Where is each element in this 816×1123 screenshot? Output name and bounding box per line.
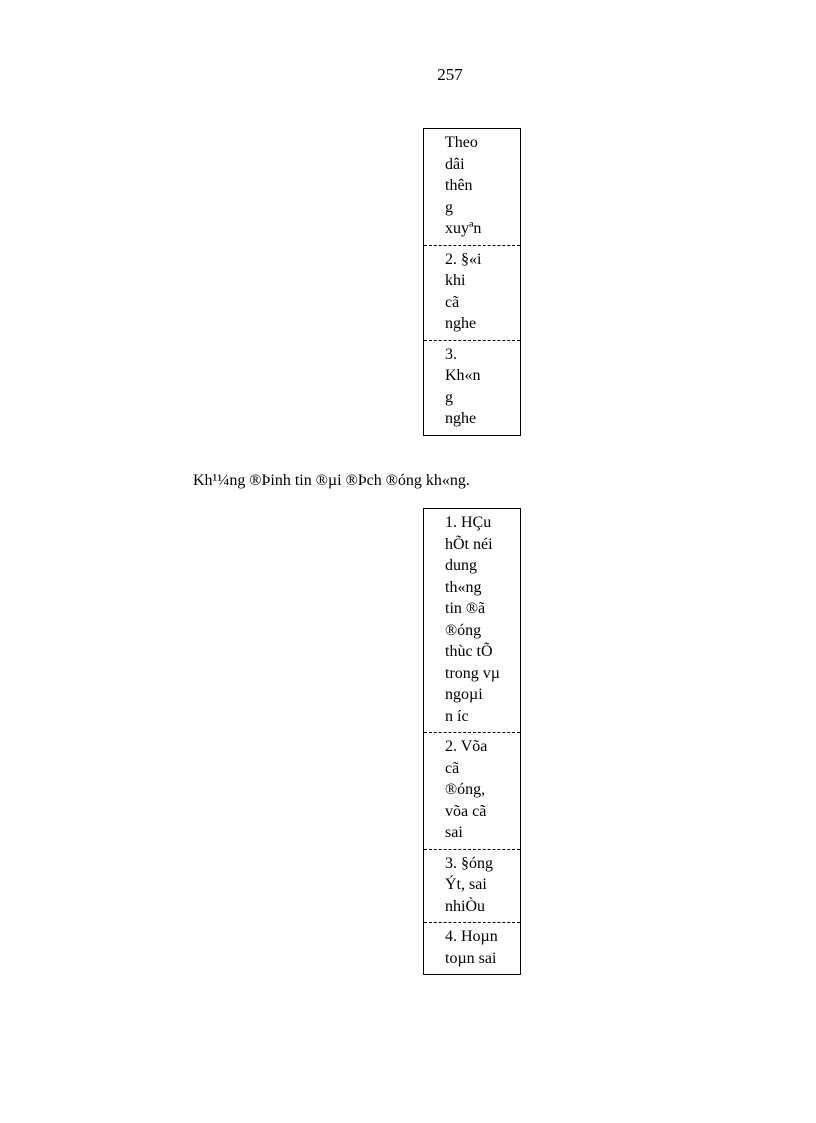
cell-line: 4. Hoµn [445,928,498,945]
page-number: 257 [437,65,463,84]
table-cell [424,732,520,849]
table-cell [424,849,520,923]
cell-line: hÕt néi [445,535,493,553]
cell-line: thùc tÕ [445,643,493,660]
cell-line: ®óng, [445,781,486,798]
cell-line: nghe [445,410,477,427]
cell-line: dung [445,557,477,574]
response-table-2 [423,508,521,975]
cell-line: Theo [445,134,478,151]
cell-line: nghe [445,315,477,332]
cell-line: ngoµi [445,686,483,703]
cell-line: cã [445,293,460,311]
table-cell [424,509,520,732]
cell-line: tin ®ã [445,600,486,617]
cell-line: Kh«n [445,367,481,384]
cell-line: th«ng [445,578,482,596]
cell-line: 1. HÇu [445,514,492,531]
table-cell [424,129,520,245]
cell-line: dâi [445,155,465,173]
cell-line: võa cã [445,802,487,820]
cell-line: 3. §óng [445,854,493,872]
cell-line: sai [445,824,463,841]
cell-line: 3. [445,345,457,363]
cell-line: khi [445,272,466,289]
cell-line: xuyªn [445,220,482,237]
cell-line: g [445,198,453,216]
cell-line: ®óng [445,621,482,639]
cell-line: nhiÒu [445,897,485,915]
cell-line: thên [445,177,473,194]
cell-line: 2. Võa [445,738,488,755]
table-cell [424,340,520,435]
cell-line: n íc [445,707,469,725]
cell-line: cã [445,759,460,777]
cell-line: trong vµ [445,664,500,682]
cell-line: toµn sai [445,949,497,967]
cell-line: Ýt, sai [445,876,487,893]
question-text: Kh¹¼ng ®Þinh tin ®µi ®Þch ®óng kh«ng. [193,472,470,489]
cell-line: g [445,388,453,406]
response-table-1 [423,128,521,436]
table-cell [424,922,520,974]
cell-line: 2. §«i [445,250,482,268]
table-cell [424,245,520,340]
